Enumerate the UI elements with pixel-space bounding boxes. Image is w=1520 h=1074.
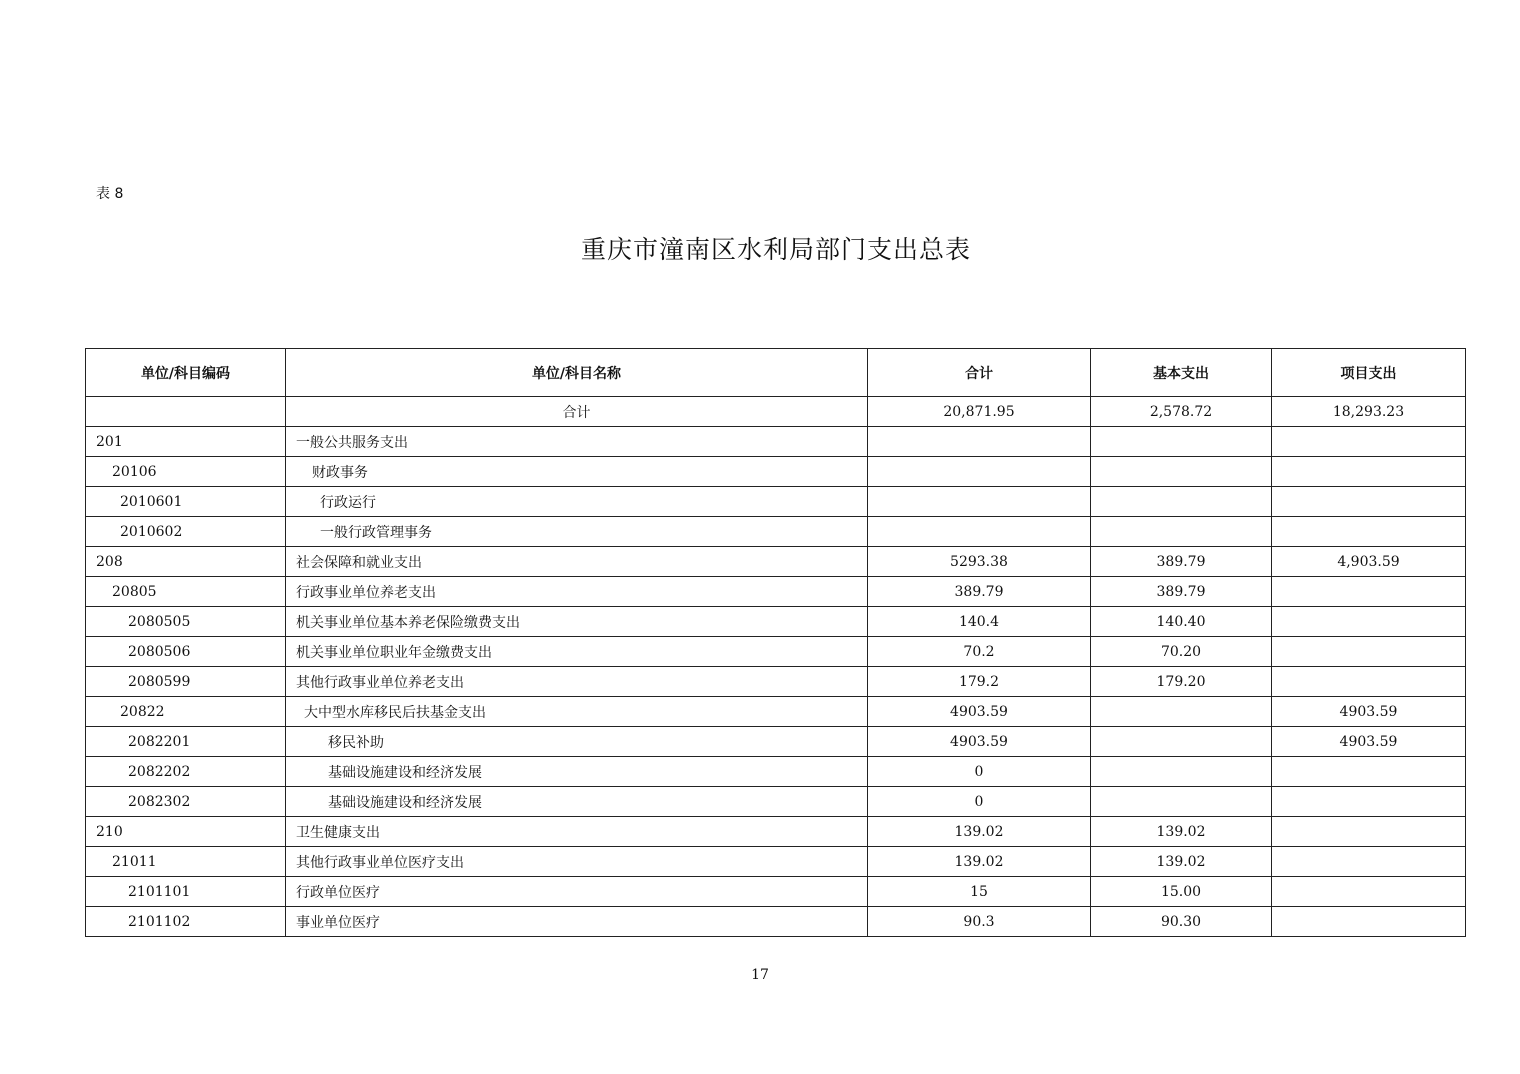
table-row bbox=[86, 787, 1466, 817]
row-project bbox=[1272, 577, 1466, 607]
row-code: 210 bbox=[86, 817, 286, 847]
row-basic: 179.20 bbox=[1091, 667, 1272, 697]
row-basic: 389.79 bbox=[1091, 577, 1272, 607]
row-project bbox=[1272, 517, 1466, 547]
row-project bbox=[1272, 667, 1466, 697]
row-name: 一般公共服务支出 bbox=[286, 427, 868, 457]
table-row bbox=[86, 847, 1466, 877]
row-total bbox=[868, 517, 1091, 547]
table-row bbox=[86, 457, 1466, 487]
row-basic: 139.02 bbox=[1091, 847, 1272, 877]
row-basic: 70.20 bbox=[1091, 637, 1272, 667]
table-row bbox=[86, 667, 1466, 697]
table-row bbox=[86, 757, 1466, 787]
table-row bbox=[86, 487, 1466, 517]
table-row bbox=[86, 817, 1466, 847]
row-project: 4903.59 bbox=[1272, 697, 1466, 727]
row-code: 2080506 bbox=[86, 637, 286, 667]
header-row bbox=[86, 349, 1466, 397]
row-name: 基础设施建设和经济发展 bbox=[286, 757, 868, 787]
row-total: 15 bbox=[868, 877, 1091, 907]
row-total: 179.2 bbox=[868, 667, 1091, 697]
row-code: 2010601 bbox=[86, 487, 286, 517]
row-basic bbox=[1091, 697, 1272, 727]
row-total: 389.79 bbox=[868, 577, 1091, 607]
row-project bbox=[1272, 427, 1466, 457]
row-total: 0 bbox=[868, 757, 1091, 787]
row-total bbox=[868, 427, 1091, 457]
row-name: 机关事业单位基本养老保险缴费支出 bbox=[286, 607, 868, 637]
row-code: 2082302 bbox=[86, 787, 286, 817]
row-total bbox=[868, 487, 1091, 517]
expense-table bbox=[85, 348, 1466, 937]
row-total: 0 bbox=[868, 787, 1091, 817]
row-code: 2080599 bbox=[86, 667, 286, 697]
row-total bbox=[868, 457, 1091, 487]
header-project: 项目支出 bbox=[1272, 349, 1466, 397]
row-code: 21011 bbox=[86, 847, 286, 877]
row-total: 139.02 bbox=[868, 817, 1091, 847]
row-code: 208 bbox=[86, 547, 286, 577]
table-row bbox=[86, 427, 1466, 457]
row-code: 2082202 bbox=[86, 757, 286, 787]
row-basic: 389.79 bbox=[1091, 547, 1272, 577]
header-basic: 基本支出 bbox=[1091, 349, 1272, 397]
row-name: 合计 bbox=[286, 397, 868, 427]
row-total: 139.02 bbox=[868, 847, 1091, 877]
row-code: 20822 bbox=[86, 697, 286, 727]
row-total: 140.4 bbox=[868, 607, 1091, 637]
row-name: 社会保障和就业支出 bbox=[286, 547, 868, 577]
row-basic bbox=[1091, 457, 1272, 487]
row-name: 卫生健康支出 bbox=[286, 817, 868, 847]
header-name: 单位/科目名称 bbox=[286, 349, 868, 397]
row-name: 移民补助 bbox=[286, 727, 868, 757]
row-basic bbox=[1091, 727, 1272, 757]
row-name: 财政事务 bbox=[286, 457, 868, 487]
row-basic bbox=[1091, 757, 1272, 787]
row-project: 4,903.59 bbox=[1272, 547, 1466, 577]
header-code: 单位/科目编码 bbox=[86, 349, 286, 397]
row-project: 18,293.23 bbox=[1272, 397, 1466, 427]
row-project bbox=[1272, 457, 1466, 487]
row-code: 20805 bbox=[86, 577, 286, 607]
row-name: 一般行政管理事务 bbox=[286, 517, 868, 547]
row-project bbox=[1272, 607, 1466, 637]
row-project bbox=[1272, 817, 1466, 847]
row-project bbox=[1272, 907, 1466, 937]
table-row bbox=[86, 877, 1466, 907]
row-code: 2101102 bbox=[86, 907, 286, 937]
page-number: 17 bbox=[751, 967, 769, 983]
row-basic: 2,578.72 bbox=[1091, 397, 1272, 427]
row-name: 事业单位医疗 bbox=[286, 907, 868, 937]
row-project bbox=[1272, 487, 1466, 517]
row-basic bbox=[1091, 427, 1272, 457]
row-code: 20106 bbox=[86, 457, 286, 487]
row-name: 其他行政事业单位医疗支出 bbox=[286, 847, 868, 877]
row-code: 2101101 bbox=[86, 877, 286, 907]
row-code: 2010602 bbox=[86, 517, 286, 547]
table-row bbox=[86, 727, 1466, 757]
row-basic bbox=[1091, 787, 1272, 817]
row-code bbox=[86, 397, 286, 427]
row-total: 4903.59 bbox=[868, 697, 1091, 727]
table-row bbox=[86, 637, 1466, 667]
row-total: 90.3 bbox=[868, 907, 1091, 937]
row-basic bbox=[1091, 517, 1272, 547]
row-code: 2082201 bbox=[86, 727, 286, 757]
row-name: 大中型水库移民后扶基金支出 bbox=[286, 697, 868, 727]
row-project bbox=[1272, 877, 1466, 907]
page-title: 重庆市潼南区水利局部门支出总表 bbox=[580, 235, 971, 264]
row-project bbox=[1272, 757, 1466, 787]
row-name: 其他行政事业单位养老支出 bbox=[286, 667, 868, 697]
row-basic: 90.30 bbox=[1091, 907, 1272, 937]
row-code: 2080505 bbox=[86, 607, 286, 637]
row-total: 20,871.95 bbox=[868, 397, 1091, 427]
table-row bbox=[86, 697, 1466, 727]
row-total: 4903.59 bbox=[868, 727, 1091, 757]
row-name: 机关事业单位职业年金缴费支出 bbox=[286, 637, 868, 667]
row-basic: 139.02 bbox=[1091, 817, 1272, 847]
table-row bbox=[86, 607, 1466, 637]
table-label: 表 8 bbox=[96, 186, 124, 202]
table-row bbox=[86, 577, 1466, 607]
table-row bbox=[86, 547, 1466, 577]
row-project: 4903.59 bbox=[1272, 727, 1466, 757]
row-basic: 140.40 bbox=[1091, 607, 1272, 637]
table-row-total bbox=[86, 397, 1466, 427]
row-code: 201 bbox=[86, 427, 286, 457]
header-total: 合计 bbox=[868, 349, 1091, 397]
table-row bbox=[86, 907, 1466, 937]
row-project bbox=[1272, 787, 1466, 817]
table-row bbox=[86, 517, 1466, 547]
row-project bbox=[1272, 847, 1466, 877]
row-basic: 15.00 bbox=[1091, 877, 1272, 907]
row-total: 70.2 bbox=[868, 637, 1091, 667]
row-total: 5293.38 bbox=[868, 547, 1091, 577]
row-basic bbox=[1091, 487, 1272, 517]
row-name: 行政事业单位养老支出 bbox=[286, 577, 868, 607]
row-name: 行政单位医疗 bbox=[286, 877, 868, 907]
row-project bbox=[1272, 637, 1466, 667]
row-name: 基础设施建设和经济发展 bbox=[286, 787, 868, 817]
row-name: 行政运行 bbox=[286, 487, 868, 517]
